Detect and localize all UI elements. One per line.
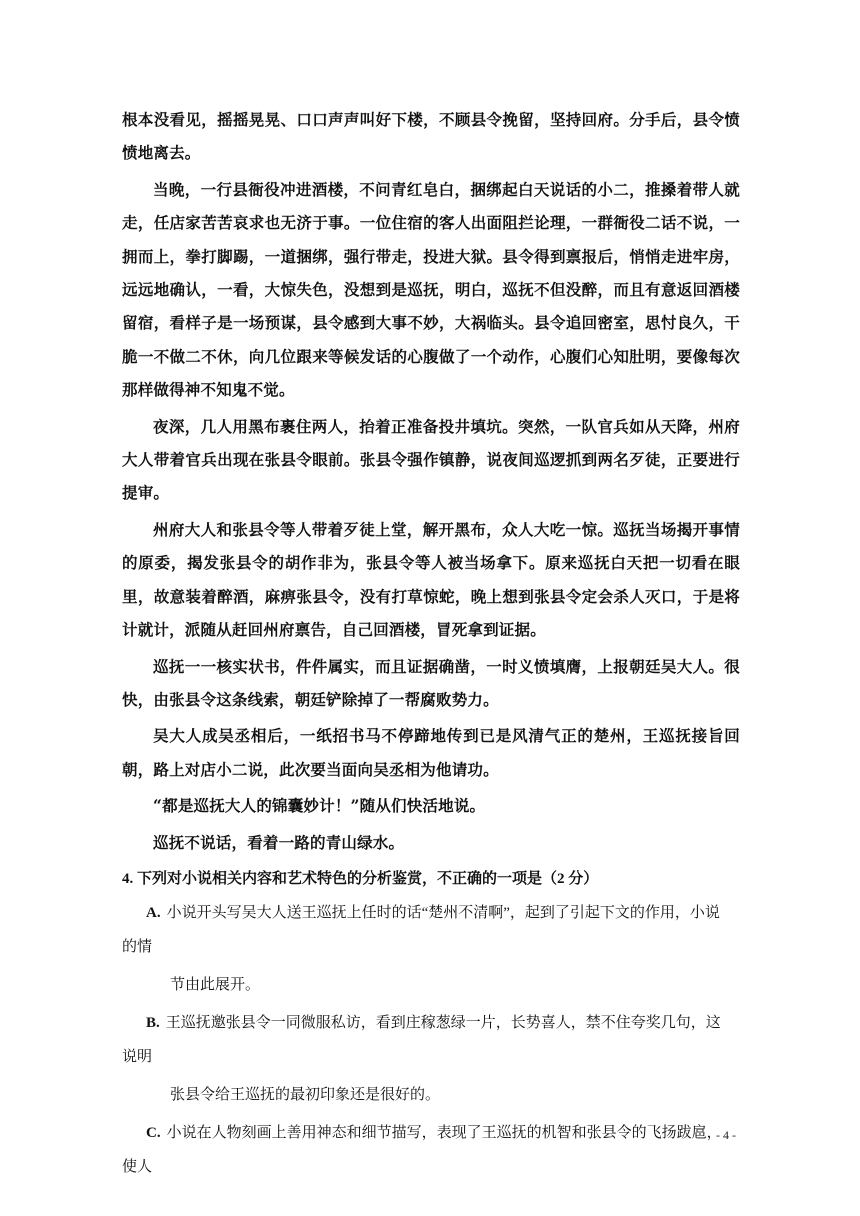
question-4-stem: 4. 下列对小说相关内容和艺术特色的分析鉴赏，不正确的一项是（2 分） [122,870,599,887]
story-paragraph-7: “都是巡抚大人的锦囊妙计！”随从们快活地说。 [153,796,486,816]
option-b-line-3: 张县令给王巡抚的最初印象还是很好的。 [170,1086,441,1103]
option-b-letter: B. [146,1014,160,1031]
story-paragraph-2: 当晚，一行县衙役冲进酒楼，不问青红皂白，捆绑起白天说话的小二，推搡着带人就走，任店家苦苦哀求也无济于事。一位住宿的客人出面阻拦论理，一群衙役二话不说，一拥而上，拳打脚踢，一道捆绑，强行带走，投进大狱。县令得到禀报后，悄悄走进牢房，远远地确认，一看，大惊失色，没想到是巡抚，明白，巡抚不但没醉，而且有意返回酒楼留宿，看样子是一场预谋，县令感到大事不妙，大祸临头。县令追回密室，思忖良久，干脆一不做二不休，向几位跟来等候发话的心腹做了一个动作，心腹们心知肚明，要像每次那样做得神不知鬼不觉。 [122,179,740,400]
option-c-letter: C. [146,1124,161,1141]
option-a-line-2: 的情 [122,938,153,955]
option-b [122,1006,740,1112]
story-paragraph-4: 州府大人和张县令等人带着歹徒上堂，解开黑布，众人大吃一惊。巡抚当场揭开事情的原委，揭发张县令的胡作非为，张县令等人被当场拿下。原来巡抚白天把一切看在眼里，故意装着醉酒，麻痹张县令，没有打草惊蛇，晚上想到张县令定会杀人灭口，于是将计就计，派随从赶回州府禀告，自己回酒楼，冒死拿到证据。 [122,519,740,640]
option-a-line-3: 节由此展开。 [170,976,261,993]
option-b-line-2: 说明 [122,1048,153,1065]
option-a-letter: A. [146,904,161,921]
document-content [122,103,740,1188]
story-paragraph-6: 吴大人成吴丞相后，一纸招书马不停蹄地传到已是风清气正的楚州，王巡抚接旨回朝，路上对店小二说，此次要当面向吴丞相为他请功。 [122,726,740,779]
option-c [122,1116,740,1184]
story-text [122,103,740,859]
story-paragraph-5: 巡抚一一核实状书，件件属实，而且证据确凿，一时义愤填膺，上报朝廷吴大人。很快，由张县令这条线索，朝廷铲除掉了一帮腐败势力。 [122,656,740,709]
option-a-line-1: 小说开头写吴大人送王巡抚上任时的话“楚州不清啊”，起到了引起下文的作用，小说 [166,904,720,921]
option-a [122,896,740,1002]
page-number: - 4 - [716,1128,736,1142]
option-b-line-1: 王巡抚邀张县令一同微服私访，看到庄稼葱绿一片，长势喜人，禁不住夸奖几句，这 [165,1014,721,1031]
story-paragraph-8: 巡抚不说话，看着一路的青山绿水。 [153,832,405,852]
story-paragraph-1: 根本没看见，摇摇晃晃、口口声声叫好下楼，不顾县令挽留，坚持回府。分手后，县令愤愤地离去。 [122,110,740,163]
story-paragraph-3: 夜深，几人用黑布裹住两人，抬着正准备投井填坑。突然，一队官兵如从天降，州府大人带着官兵出现在张县令眼前。张县令强作镇静，说夜间巡逻抓到两名歹徒，正要进行提审。 [122,416,740,503]
option-c-line-1: 小说在人物刻画上善用神态和细节描写，表现了王巡抚的机智和张县令的飞扬跋扈， [166,1124,722,1141]
option-c-line-2: 使人 [122,1158,153,1175]
